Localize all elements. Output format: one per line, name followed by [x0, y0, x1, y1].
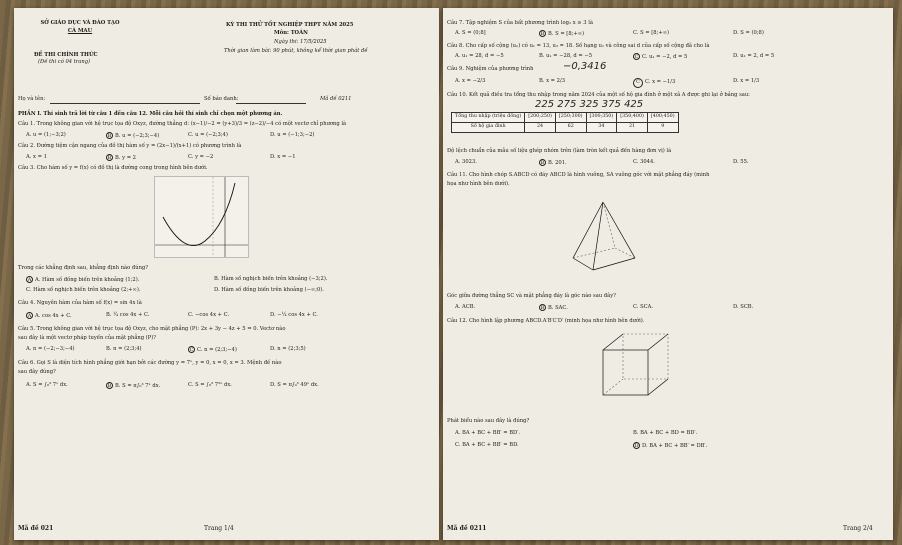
q10-prompt: Độ lệch chuẩn của mẫu số liệu ghép nhóm trên (làm tròn kết quả đến hàng đơn vị) là [447, 148, 672, 154]
q11-option-b: B B. SAC. [540, 305, 568, 311]
q4-option-d: D. −¼ cos 4x + C. [270, 312, 318, 318]
question-1: Câu 1. Trong không gian với hệ trục tọa độ Oxyz, đường thẳng d: (x−1)/−2 = (y+3)/3 = (z−2)/−4 có một vectơ chỉ phương là [18, 121, 347, 127]
q5-option-c: C C. n = (2;3;−4) [189, 347, 237, 353]
q5-option-b: B. n = (2;3;4) [106, 346, 142, 352]
subject: Môn: TOÁN [274, 30, 308, 36]
q9-option-c: C C. x = −1/3 [633, 78, 675, 88]
q3-option-d: D. Hàm số đồng biến trên khoảng (−∞;0). [214, 287, 324, 293]
question-5: Câu 5. Trong không gian với hệ trục tọa độ Oxyz, cho mặt phẳng (P): 2x + 3y − 4z + 5 = 0. Vectơ nào [18, 326, 286, 332]
sbd-line [236, 103, 306, 104]
official-label: ĐỀ THI CHÍNH THỨC [34, 52, 98, 58]
income-table [451, 112, 679, 133]
footer-code: Mã đề 021 [18, 525, 54, 533]
part1-heading: PHẦN I. Thí sinh trả lời từ câu 1 đến câu 12. Mỗi câu hỏi thí sinh chỉ chọn một phương án. [18, 111, 283, 117]
q10-option-c: C. 3044. [633, 159, 655, 165]
question-12: Câu 12. Cho hình lập phương ABCD.A′B′C′D′ (minh họa như hình bên dưới). [447, 318, 645, 324]
table-header-row [452, 113, 679, 123]
table-cell: 9 [647, 122, 678, 132]
exam-date: Ngày thi: 17/5/2025 [274, 39, 327, 45]
question-7: Câu 7. Tập nghiệm S của bất phương trình log₂ x ≥ 3 là [447, 20, 593, 26]
q10-option-b: B B. 201. [540, 160, 567, 166]
q12-option-c: C. BA + BC + BB′ = BD. [455, 442, 519, 448]
q8-option-c: C C. u₁ = −2, d = 5 [634, 54, 688, 60]
handwritten-midpoints: 225 275 325 375 425 [535, 99, 644, 110]
q1-option-b: B B. u = (−2;3;−4) [107, 133, 160, 139]
q11-option-d: D. SCB. [733, 304, 754, 310]
table-cell: 24 [525, 122, 556, 132]
q2-option-b: B B. y = 2 [107, 155, 136, 161]
table-cell: 34 [586, 122, 617, 132]
question-5-cont: sau đây là một vectơ pháp tuyến của mặt phẳng (P)? [18, 335, 157, 341]
q5-option-a: A. n = (−2;−3;−4) [26, 346, 75, 352]
q2-option-a: A. x = 1 [26, 154, 47, 160]
q4-option-b: B. ¼ cos 4x + C. [106, 312, 150, 318]
table-row [452, 122, 679, 132]
question-11-cont: họa như hình bên dưới). [447, 181, 510, 187]
curve-graph-svg [155, 177, 248, 257]
edge-sa [573, 202, 603, 258]
q11-option-a: A. ACB. [455, 304, 476, 310]
cube-edge [603, 334, 623, 350]
q3-option-b: B. Hàm số nghịch biến trên khoảng (−3;2). [214, 276, 328, 282]
name-label: Họ và tên: [18, 96, 46, 102]
q6-option-a: A. S = ∫₀³ 7ˣ dx. [26, 382, 68, 388]
question-2: Câu 2. Đường tiệm cận ngang của đồ thị hàm số y = (2x−1)/(x+1) có phương trình là [18, 143, 242, 149]
q2-option-d: D. x = −1 [270, 154, 296, 160]
table-cell: 62 [555, 122, 586, 132]
q12-option-a: A. BA + BC + BB′ = BD′. [455, 430, 521, 436]
q11-option-c: C. SCA. [633, 304, 653, 310]
edge-sd [603, 202, 615, 248]
exam-page-1 [14, 8, 439, 540]
exam-title: KỲ THI THỬ TỐT NGHIỆP THPT NĂM 2025 [226, 22, 354, 28]
cube-edge [648, 379, 668, 395]
question-10: Câu 10. Kết quả điều tra tổng thu nhập trong năm 2024 của một số hộ gia đình ở một xã A được ghi lại ở bảng sau: [447, 92, 750, 98]
q12-option-d: D D. BA + BC + BB′ = DB′. [634, 443, 708, 449]
question-6-cont: sau đây đúng? [18, 369, 56, 375]
cube-front-face [603, 350, 648, 395]
q10-option-a: A. 3023. [455, 159, 477, 165]
q3-option-a: A A. Hàm số đồng biến trên khoảng (1;2). [27, 277, 140, 283]
cube-edge [603, 379, 623, 395]
q6-option-c: C. S = ∫₀³ 7²ˣ dx. [188, 382, 232, 388]
q1-option-a: A. u = (1;−3;2) [26, 132, 66, 138]
q3-option-c: C. Hàm số nghịch biến trên khoảng (2;+∞). [26, 287, 141, 293]
question-6: Câu 6. Gọi S là diện tích hình phẳng giới hạn bởi các đường y = 7ˣ, y = 0, x = 0, x = 3. Mệnh đề nào [18, 360, 282, 366]
q5-option-d: D. n = (2;3;5) [270, 346, 306, 352]
table-cell: [250;300) [555, 113, 586, 123]
q10-option-d: D. 55. [733, 159, 749, 165]
cube-figure [593, 330, 683, 410]
q2-option-c: C. y = −2 [188, 154, 214, 160]
handwritten-answer-q9: −0,3416 [563, 61, 607, 72]
q9-option-a: A. x = −2/3 [455, 78, 486, 84]
base-bc [593, 258, 635, 270]
base-ab [573, 258, 593, 270]
footer-code: Mã đề 0211 [447, 525, 487, 533]
q1-option-d: D. u = (−1;3;−2) [270, 132, 315, 138]
q9-option-b: B. x = 2/3 [539, 78, 566, 84]
table-cell: 21 [617, 122, 648, 132]
q12-option-b: B. BA + BC + BD = BD′. [633, 430, 698, 436]
question-3: Câu 3. Cho hàm số y = f(x) có đồ thị là đường cong trong hình bên dưới. [18, 165, 208, 171]
cube-back-face [623, 334, 668, 379]
q8-option-b: B. u₁ = −28, d = −5 [539, 53, 593, 59]
q4-option-a: A A. cos 4x + C. [27, 313, 72, 319]
question-11: Câu 11. Cho hình chóp S.ABCD có đáy ABCD là hình vuông, SA vuông góc với mặt phẳng đáy (minh [447, 172, 710, 178]
q3-prompt: Trong các khẳng định sau, khẳng định nào đúng? [18, 265, 149, 271]
function-curve [163, 183, 235, 246]
q9-option-d: D. x = 1/3 [733, 78, 760, 84]
base-ad [573, 248, 615, 258]
edge-sb [593, 202, 603, 270]
q6-option-b: B B. S = π∫₀³ 7ˣ dx. [107, 383, 161, 389]
q4-option-c: C. −cos 4x + C. [188, 312, 230, 318]
name-line [50, 103, 200, 104]
exam-code: Mã đề 0211 [320, 96, 352, 102]
table-cell: Tổng thu nhập (triệu đồng) [452, 113, 525, 123]
q7-option-b: B B. S = [8;+∞) [540, 31, 585, 37]
table-cell: [300;350) [586, 113, 617, 123]
question-8: Câu 8. Cho cấp số cộng (uₙ) có u₁ = 13, u₃ = 18. Số hạng u₁ và công sai d của cấp số cộng đã cho là [447, 43, 710, 49]
q11-prompt: Góc giữa đường thẳng SC và mặt phẳng đáy là góc nào sau đây? [447, 293, 616, 299]
q7-option-c: C. S = [8;+∞) [633, 30, 670, 36]
table-cell: [350;400) [617, 113, 648, 123]
exam-page-2 [443, 8, 893, 540]
time-limit: Thời gian làm bài: 90 phút, không kể thời gian phát đề [224, 48, 368, 54]
function-graph [154, 176, 249, 258]
footer-page: Trang 1/4 [204, 525, 234, 533]
q8-option-d: D. u₁ = 2, d = 5 [733, 53, 775, 59]
table-cell: Số hộ gia đình [452, 122, 525, 132]
q7-option-a: A. S = (0;8] [455, 30, 486, 36]
question-9: Câu 9. Nghiệm của phương trình [447, 66, 534, 72]
pyramid-figure [563, 198, 643, 278]
page-count: (Đề thi có 04 trang) [38, 59, 91, 65]
question-4: Câu 4. Nguyên hàm của hàm số f(x) = sin 4x là [18, 300, 142, 306]
cube-edge [648, 334, 668, 350]
edge-sc [603, 202, 635, 258]
table-cell: [200;250) [525, 113, 556, 123]
q7-option-d: D. S = (0;8) [733, 30, 764, 36]
province-name: CÀ MAU [67, 28, 93, 34]
department-name: SỞ GIÁO DỤC VÀ ĐÀO TẠO [40, 20, 120, 26]
q6-option-d: D. S = π∫₀³ 49ˣ dx. [270, 382, 319, 388]
table-cell: [400;450) [647, 113, 678, 123]
q8-option-a: A. u₁ = 28, d = −5 [455, 53, 504, 59]
sbd-label: Số báo danh: [204, 96, 239, 102]
q12-prompt: Phát biểu nào sau đây là đúng? [447, 418, 530, 424]
footer-page: Trang 2/4 [843, 525, 873, 533]
q1-option-c: C. u = (−2;3;4) [188, 132, 228, 138]
